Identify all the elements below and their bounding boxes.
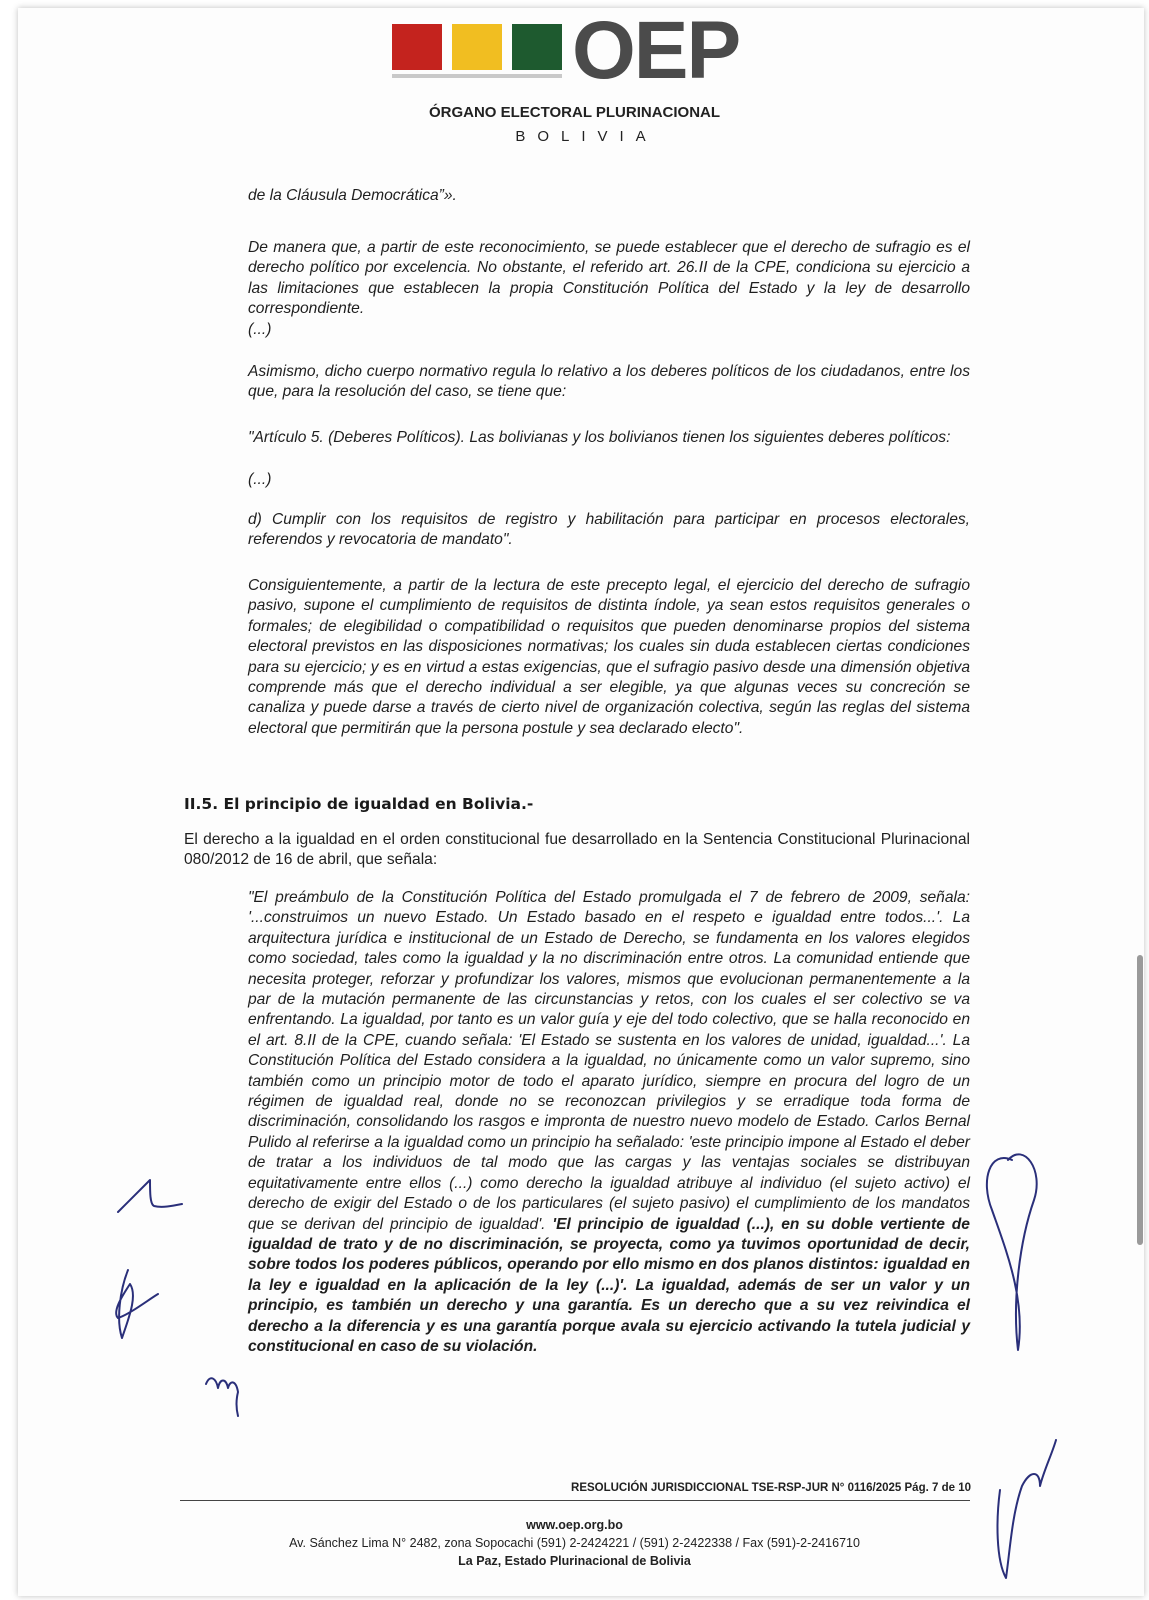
footer-website: www.oep.org.bo (526, 1518, 623, 1532)
logo-red-square (392, 24, 442, 70)
quote-bold-text: 'El principio de igualdad (...), en su doble vertiente de igualdad de trato y de no discriminación, se proyecta, como ya tuvimos oportunidad de decir, sobre todos los poderes públicos, operando por ello mismo en dos planos distintos: igualdad en la ley e igualdad en la aplicación de la ley (...)'. La igualdad, además de ser un valor y un principio, es también un derecho y una garantía. Es un derecho que a su vez reivindica el derecho a la diferencia y es una garantía porque avala su ejercicio activando la tutela judicial y constitucional en caso de su violación. (248, 1215, 970, 1355)
scrollbar-thumb[interactable] (1137, 955, 1143, 1245)
ellipsis-2: (...) (248, 471, 272, 488)
paragraph-derecho-igualdad: El derecho a la igualdad en el orden constitucional fue desarrollado en la Sentencia Constitucional Plurinacional 080/2012 de 16 de abril, que señala: (184, 831, 970, 869)
ellipsis-1: (...) (248, 321, 272, 338)
paragraph-sufragio: De manera que, a partir de este reconocimiento, se puede establecer que el derecho de sufragio es el derecho político por excelencia. No obstante, el referido art. 26.II de la CPE, condiciona su ejercicio a las limitaciones que establecen la propia Constitución Política del Estado y la ley de desarrollo correspondiente. (248, 239, 970, 318)
oep-logo (392, 5, 772, 96)
logo-yellow-square (452, 24, 502, 70)
resolution-reference: RESOLUCIÓN JURISDICCIONAL TSE-RSP-JUR N° 0116/2025 Pág. 7 de 10 (571, 1482, 971, 1494)
logo-green-square (512, 24, 562, 70)
paragraph-articulo-5: "Artículo 5. (Deberes Políticos). Las bolivianas y los bolivianos tienen los siguientes deberes políticos: (248, 429, 951, 446)
organization-country: BOLIVIA (515, 128, 658, 145)
paragraph-deberes: Asimismo, dicho cuerpo normativo regula lo relativo a los deberes políticos de los ciudadanos, entre los que, para la resolución del caso, se tiene que: (248, 363, 970, 401)
paragraph-clausula: de la Cláusula Democrática”». (248, 187, 457, 204)
logo-underline (392, 74, 562, 78)
organization-name: ÓRGANO ELECTORAL PLURINACIONAL (428, 104, 721, 121)
footer-divider (180, 1500, 970, 1501)
footer-address: Av. Sánchez Lima N° 2482, zona Sopocachi (591) 2-2424221 / (591) 2-2422338 / Fax (591)-2-2416710 (289, 1536, 860, 1550)
quote-regular-text: "El preámbulo de la Constitución Política del Estado promulgada el 7 de febrero de 2009, señala: '...construimos un nuevo Estado. Un Estado basado en el respeto e igualdad entre todos...'. La arquitectura jurídica e institucional de un Estado de Derecho, se fundamenta en los valores elegidos como sociedad, tales como la igualdad y la no discriminación entre otros. La comunidad entiende que necesita proteger, reforzar y profundizar los valores, mismos que evolucionan permanentemente a la par de la mutación permanente de las circunstancias y retos, con los cuales el ser colectivo se va enfrentando. La igualdad, por tanto es un valor guía y eje del todo colectivo, que se halla reconocido en el art. 8.II de la CPE, cuando señala: 'El Estado se sustenta en los valores de unidad, igualdad...'. La Constitución Política del Estado considera a la igualdad, no únicamente como un valor supremo, sino también como un principio motor de todo el aparato jurídico, siempre en procura del logro de un régimen de igualdad real, donde no se reconozcan privilegios y se erradique toda forma de discriminación, consolidando los rasgos e impronta de nuestro nuevo modelo de Estado. Carlos Bernal Pulido al referirse a la igualdad como un principio ha señalado: 'este principio impone al Estado el deber de tratar a los individuos de tal modo que las cargas y las ventajas sociales se distribuyan equitativamente entre ellos (...) como derecho la igualdad atribuye al individuo (el sujeto activo) el derecho de exigir del Estado o de los particulares (el sujeto pasivo) el cumplimiento de los mandatos que se derivan del principio de igualdad'. (248, 889, 970, 1233)
paragraph-consiguientemente: Consiguientemente, a partir de la lectura de este precepto legal, el ejercicio del derecho de sufragio pasivo, supone el cumplimiento de requisitos de distinta índole, ya sean estos requisitos generales o formales; de elegibilidad o compatibilidad o requisitos que pueden denominarse propios del sistema electoral previstos en las disposiciones normativas; los cuales sin duda establecen ciertas condiciones para su ejercicio; y es en virtud a estas exigencias, que el sufragio pasivo desde una dimensión objetiva comprende más que el derecho individual a ser elegible, ya que algunas veces su concreción se canaliza y puede darse a través de cierto nivel de organización colectiva, según las reglas del sistema electoral que permitirán que la persona postule y sea declarado electo". (248, 577, 970, 737)
footer-city: La Paz, Estado Plurinacional de Bolivia (458, 1554, 691, 1568)
logo-text: OEP (572, 5, 740, 96)
section-heading: II.5. El principio de igualdad en Bolivia.- (184, 795, 534, 813)
paragraph-requisitos: d) Cumplir con los requisitos de registro y habilitación para participar en procesos electorales, referendos y revocatoria de mandato". (248, 511, 970, 549)
quote-sentencia (248, 888, 970, 1357)
